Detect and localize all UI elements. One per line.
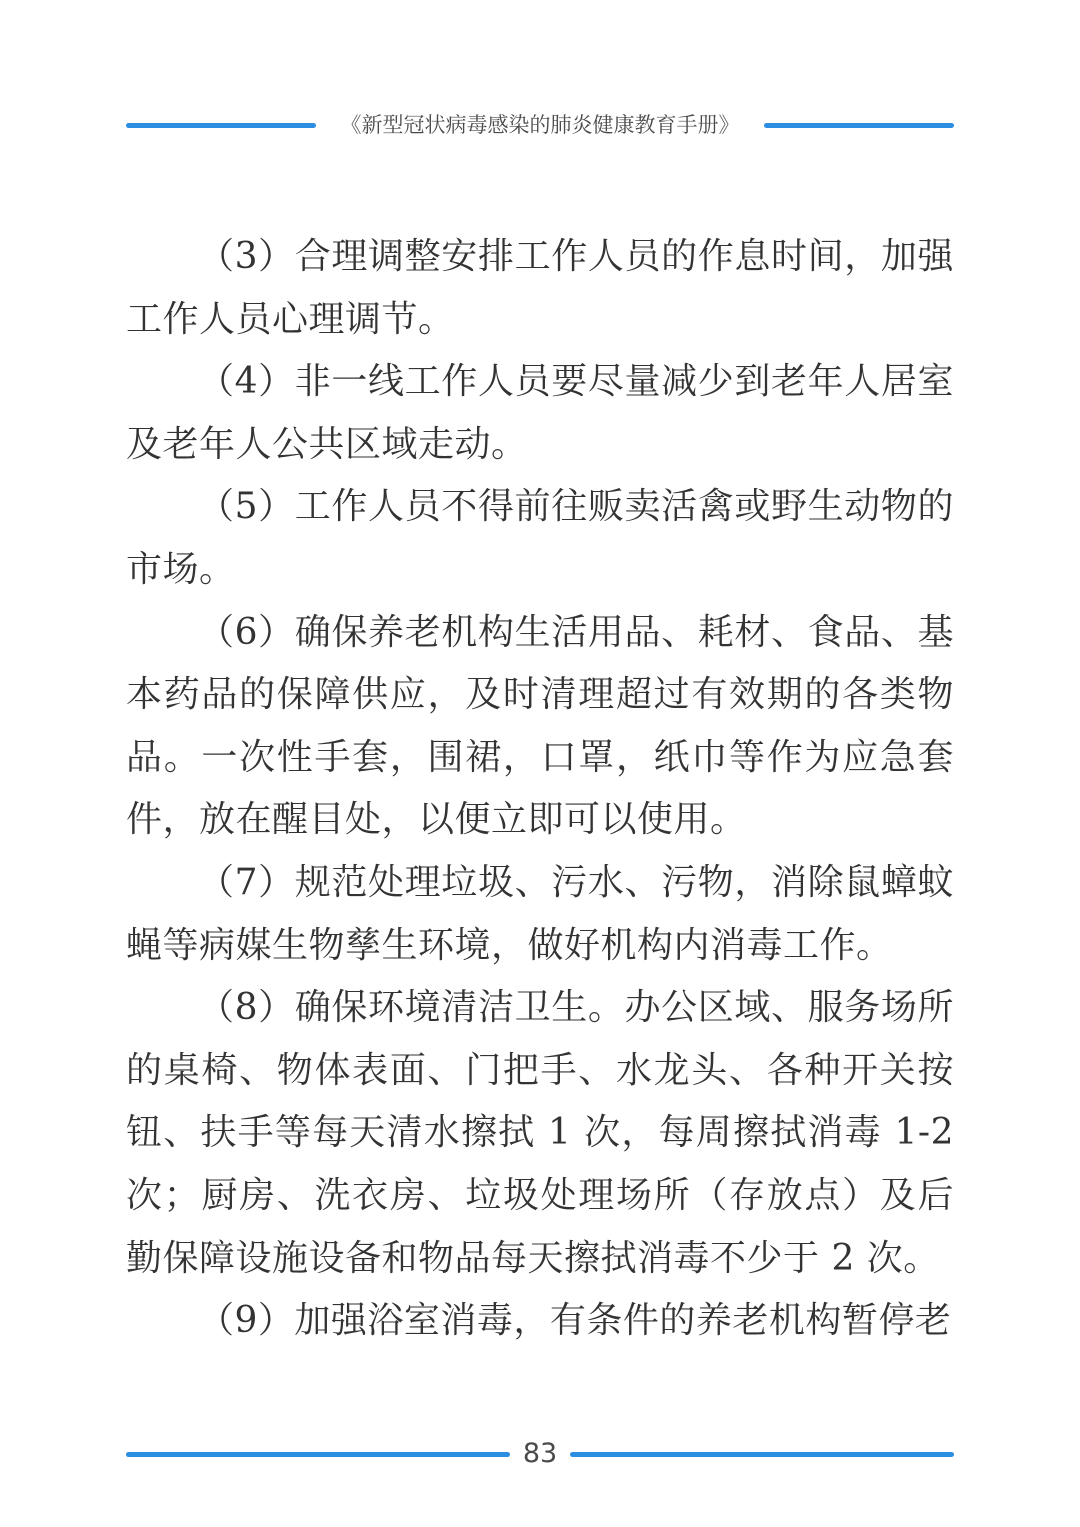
header-rule-left (126, 123, 316, 128)
footer-rule-left (126, 1452, 510, 1457)
paragraph-7: （7）规范处理垃圾、污水、污物，消除鼠蟑蚊蝇等病媒生物孳生环境，做好机构内消毒工作。 (126, 861, 954, 966)
paragraph-8: （8）确保环境清洁卫生。办公区域、服务场所的桌椅、物体表面、门把手、水龙头、各种开关按钮、扶手等每天清水擦拭 1 次，每周擦拭消毒 1-2 次；厨房、洗衣房、垃圾处理场所（存放点）及后勤保障设施设备和物品每天擦拭消毒不少于 2 次。 (126, 987, 954, 1279)
header-rule-right (764, 123, 954, 128)
paragraph-4: （4）非一线工作人员要尽量减少到老年人居室及老年人公共区域走动。 (126, 361, 954, 465)
paragraph-3: （3）合理调整安排工作人员的作息时间，加强工作人员心理调节。 (126, 236, 954, 340)
paragraph-9: （9）加强浴室消毒，有条件的养老机构暂停老 (198, 1300, 952, 1342)
page-number: 83 (522, 1438, 558, 1469)
footer-rule-right (570, 1452, 954, 1457)
paragraph-5: （5）工作人员不得前往贩卖活禽或野生动物的市场。 (126, 486, 954, 590)
paragraph-6: （6）确保养老机构生活用品、耗材、食品、基本药品的保障供应，及时清理超过有效期的各类物品。一次性手套，围裙，口罩，纸巾等作为应急套件，放在醒目处，以便立即可以使用。 (126, 611, 954, 841)
body-text (126, 226, 954, 1353)
header-title: 《新型冠状病毒感染的肺炎健康教育手册》 (340, 113, 740, 137)
